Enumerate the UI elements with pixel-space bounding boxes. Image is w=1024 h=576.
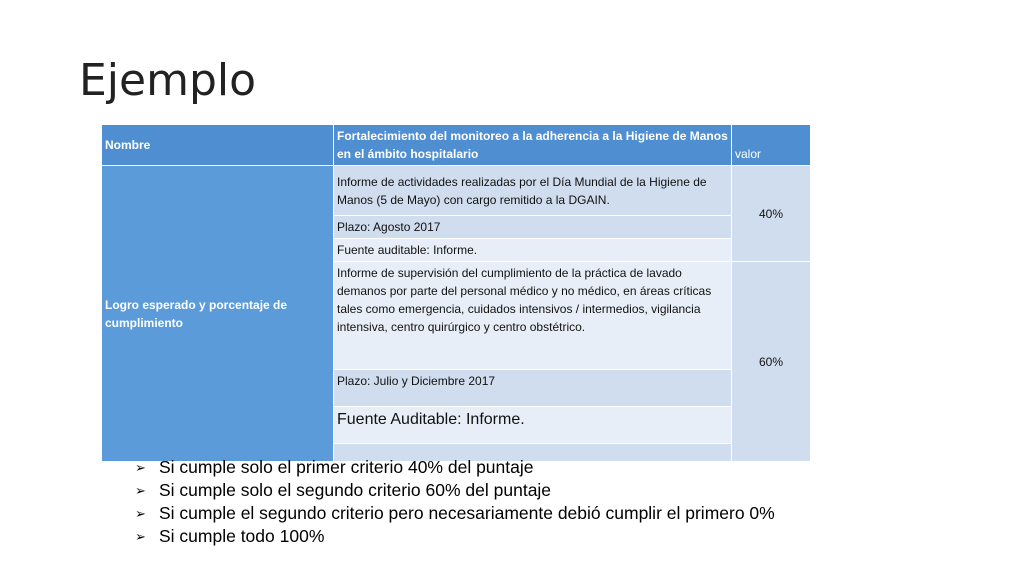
list-item [135,525,775,548]
list-item [135,502,775,525]
criterion2-value: 60% [732,262,811,462]
header-indicator: Fortalecimiento del monitoreo a la adherencia a la Higiene de Manos en el ámbito hospitalario [334,125,732,166]
criterion2-fuente: Fuente Auditable: Informe. [334,407,732,444]
table-row [102,166,811,216]
bullet-text: Si cumple el segundo criterio pero necesariamente debió cumplir el primero 0% [159,503,775,523]
table-header-row [102,125,811,166]
row-label-logro: Logro esperado y porcentaje de cumplimiento [102,166,334,462]
arrow-bullet-icon: ➢ [135,483,146,498]
criteria-table [101,124,811,462]
criterion1-fuente: Fuente auditable: Informe. [334,239,732,262]
arrow-bullet-icon: ➢ [135,529,146,544]
slide-title: Ejemplo [79,55,257,106]
criterion2-description: Informe de supervisión del cumplimiento de la práctica de lavado demanos por parte del personal médico y no médico, en áreas críticas tales como emergencia, cuidados intensivos / intermedios, vigilancia intensiva, centro quirúrgico y centro obstétrico. [334,262,732,370]
bullet-text: Si cumple solo el segundo criterio 60% del puntaje [159,480,552,500]
list-item [135,479,775,502]
bullet-text: Si cumple solo el primer criterio 40% del puntaje [159,457,534,477]
header-nombre: Nombre [102,125,334,166]
bullet-list [135,456,775,548]
criterion1-plazo: Plazo: Agosto 2017 [334,216,732,239]
arrow-bullet-icon: ➢ [135,460,146,475]
header-valor: valor [732,125,811,166]
criterion1-description: Informe de actividades realizadas por el Día Mundial de la Higiene de Manos (5 de Mayo) con cargo remitido a la DGAIN. [334,166,732,216]
list-item [135,456,775,479]
criterion2-plazo: Plazo: Julio y Diciembre 2017 [334,370,732,407]
bullet-text: Si cumple todo 100% [159,526,325,546]
criterion1-value: 40% [732,166,811,262]
arrow-bullet-icon: ➢ [135,506,146,521]
